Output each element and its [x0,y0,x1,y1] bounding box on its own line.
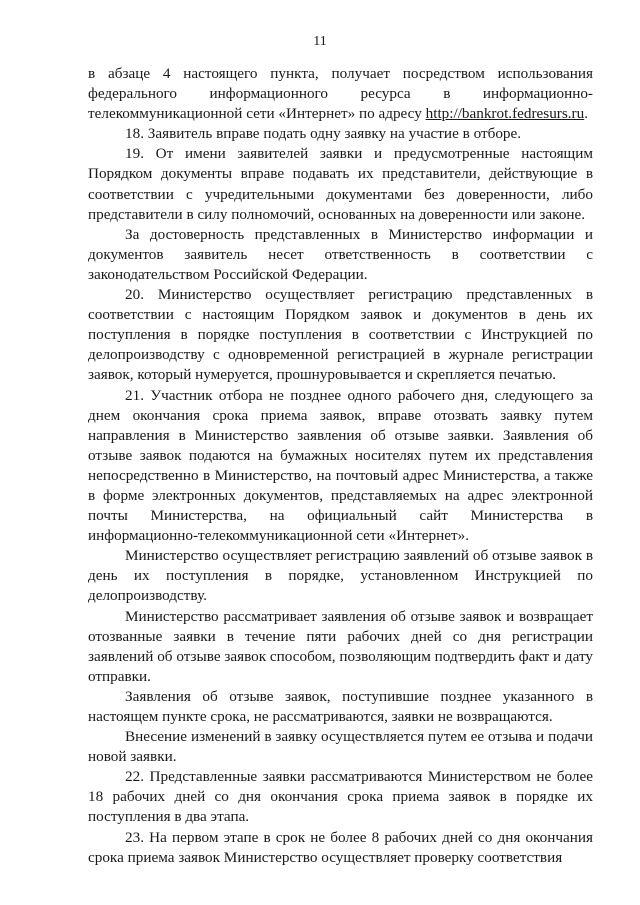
paragraph-21-registration: Министерство осуществляет регистрацию заявлений об отзыве заявок в день их поступления в порядке, установленном Инструкцией по делопроизводству. [88,547,593,605]
document-body [88,64,593,868]
paragraph-21: 21. Участник отбора не позднее одного рабочего дня, следующего за днем окончания срока приема заявок, вправе отозвать заявку путем направления в Министерство заявления об отзыве заявки. Заявления об отзыве заявок подаются на бумажных носителях путем их представления непосредственно в Министерство, на почтовый адрес Министерства, а также в форме электронных документов, представляемых на адрес электронной почты Министерства, на официальный сайт Министерства в информационно-телекоммуникационной сети «Интернет». [88,386,593,545]
paragraph-text-end: . [584,105,589,123]
paragraph-21-late: Заявления об отзыве заявок, поступившие позднее указанного в настоящем пункте срока, не рассматриваются, заявки не возвращаются. [88,687,593,725]
paragraph-21-changes: Внесение изменений в заявку осуществляется путем ее отзыва и подачи новой заявки. [88,728,593,766]
paragraph-20: 20. Министерство осуществляет регистрацию представленных в соответствии с настоящим Порядком заявок и документов в день их поступления в порядке поступления в соответствии с Инструкцией по делопроизводству с одновременной регистрацией в журнале регистрации заявок, который нумеруется, прошнуровывается и скрепляется печатью. [88,286,593,384]
paragraph-23: 23. На первом этапе в срок не более 8 рабочих дней со дня окончания срока приема заявок Министерство осуществляет проверку соответствия [88,828,593,866]
paragraph-22: 22. Представленные заявки рассматриваются Министерством не более 18 рабочих дней со дня окончания срока приема заявок в порядке их поступления в два этапа. [88,768,593,826]
paragraph-18: 18. Заявитель вправе подать одну заявку на участие в отборе. [125,125,522,143]
paragraph-continuation [88,64,593,124]
paragraph-text: в абзаце 4 настоящего пункта, получает посредством использования федерального информационного ресурса в информационно-телекоммуникационной сети «Интернет» по адресу [88,65,593,123]
paragraph-21-return: Министерство рассматривает заявления об отзыве заявок и возвращает отозванные заявки в течение пяти рабочих дней со дня регистрации заявлений об отзыве заявок способом, позволяющим подтвердить факт и дату отправки. [88,607,593,685]
page-number: 11 [313,34,327,49]
paragraph-19-responsibility: За достоверность представленных в Министерство информации и документов заявитель несет ответственность в соответствии с законодательством Российской Федерации. [88,225,593,283]
fedresurs-link[interactable]: http://bankrot.fedresurs.ru [425,105,585,123]
paragraph-19: 19. От имени заявителей заявки и предусмотренные настоящим Порядком документы вправе подавать их представители, действующие в соответствии с учредительными документами без доверенности, либо представители в силу полномочий, основанных на доверенности или законе. [88,145,593,223]
